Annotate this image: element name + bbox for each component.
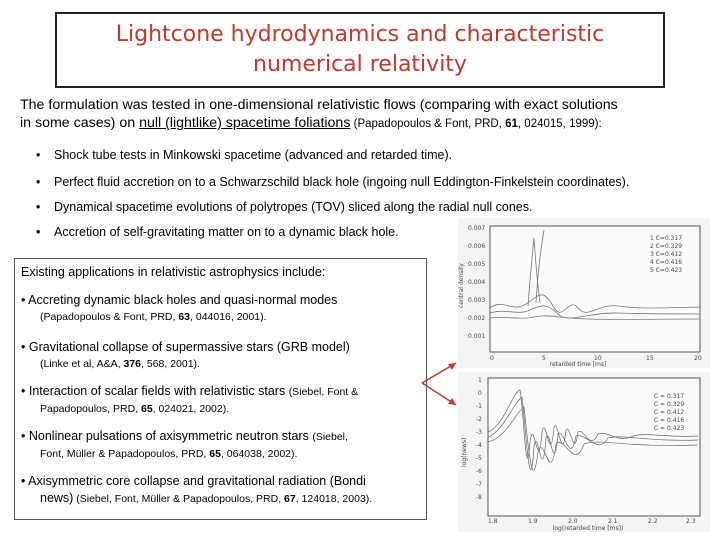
x-tick-label: 10 xyxy=(594,355,602,362)
y-tick-label: 1 xyxy=(478,377,482,384)
application-item: • Interaction of scalar fields with relativistic stars (Siebel, Font & Papadopoulos, PRD, 65, 024021, 2002). xyxy=(21,383,358,418)
legend-entry: C = 0.412 xyxy=(654,409,685,416)
y-tick-label: 0.003 xyxy=(468,297,486,304)
x-tick-label: 5 xyxy=(542,355,546,362)
bullet-dot-icon: • xyxy=(36,148,41,162)
intro-line2 xyxy=(20,114,710,133)
citation-inline: (Siebel, Font & xyxy=(288,386,359,398)
citation-post: , 024021, 2002). xyxy=(152,403,230,415)
application-citation xyxy=(21,446,348,463)
application-citation xyxy=(21,309,337,326)
x-tick-label: 20 xyxy=(694,355,702,362)
legend-entry: C = 0.423 xyxy=(654,425,685,432)
y-tick-label: -7 xyxy=(476,481,482,488)
y-tick-label: -3 xyxy=(476,429,482,436)
bullet-item xyxy=(36,225,399,239)
application-title: Nonlinear pulsations of axisymmetric neutron stars xyxy=(28,429,313,443)
bullet-text: Shock tube tests in Minkowski spacetime (advanced and retarded time). xyxy=(54,148,453,162)
legend-entry: C = 0.329 xyxy=(654,401,685,408)
null-foliations-link: null (lightlike) spacetime foliations xyxy=(139,115,351,131)
x-tick-label: 2.2 xyxy=(648,518,658,525)
citation-volume: 63 xyxy=(178,311,191,323)
applications-box xyxy=(14,258,427,520)
legend-entry: 3 C=0.412 xyxy=(650,251,683,258)
citation-post: , 044016, 2001). xyxy=(190,311,267,323)
y-tick-label: -1 xyxy=(476,403,482,410)
intro-line1: The formulation was tested in one-dimensional relativistic flows (comparing with exact solutions xyxy=(20,97,618,113)
citation-pre: (Papadopoulos & Font, PRD, xyxy=(40,311,179,323)
application-title-cont: news) xyxy=(40,491,74,505)
y-axis-label: log(news) xyxy=(461,437,468,467)
bullet-item xyxy=(36,148,452,162)
x-axis-label: log(retarded time [ms]) xyxy=(552,525,624,532)
y-axis-label: central density xyxy=(458,263,465,308)
application-item: • Accreting dynamic black holes and quasi-normal modes (Papadopoulos & Font, PRD, 63, 044016, 2001). xyxy=(21,292,337,326)
y-tick-label: 0.006 xyxy=(468,243,486,250)
y-tick-label: 0.002 xyxy=(468,315,486,322)
slide-title-line1: Lightcone hydrodynamics and characteristic xyxy=(115,22,605,47)
citation-volume: 65 xyxy=(209,448,221,460)
application-title: Gravitational collapse of supermassive stars (GRB model) xyxy=(28,340,350,354)
y-tick-label: 0.001 xyxy=(468,333,486,340)
legend-entry: C = 0.416 xyxy=(654,417,685,424)
application-citation xyxy=(21,490,372,508)
citation-pre: Font, Müller & Papadopoulos, PRD, xyxy=(40,448,210,460)
legend-entry: 1 C=0.317 xyxy=(650,235,683,242)
intro-line2-pre: in some cases) on xyxy=(20,115,140,131)
x-tick-label: 2.0 xyxy=(568,518,578,525)
bullet-item xyxy=(36,200,532,214)
legend-entry: 5 C=0.423 xyxy=(650,267,683,274)
y-tick-label: -4 xyxy=(476,442,482,449)
slide-title-line2: numerical relativity xyxy=(253,52,467,77)
bullet-dot-icon: • xyxy=(36,225,41,239)
legend-entry: C = 0.317 xyxy=(654,393,685,400)
x-tick-label: 2.1 xyxy=(608,518,618,525)
citation-pre: (Siebel, Font, Müller & Papadopoulos, PRD, xyxy=(73,493,285,505)
citation-pre: (Linke et al, A&A, xyxy=(40,358,124,370)
x-tick-label: 2.3 xyxy=(686,518,696,525)
application-item: • Axisymmetric core collapse and gravitational radiation (Bondi news) (Siebel, Font, Müller & Papadopoulos, PRD, 67, 124018, 2003). xyxy=(21,473,372,508)
x-axis-label: retarded time [ms] xyxy=(549,361,607,368)
legend-entry: 4 C=0.416 xyxy=(650,259,683,266)
intro-cite-rest: , 024015, 1999): xyxy=(517,118,602,130)
bullet-text: Accretion of self-gravitating matter on to a dynamic black hole. xyxy=(54,225,399,239)
citation-volume: 65 xyxy=(140,403,153,415)
central-density-plot xyxy=(458,218,710,368)
y-tick-label: -2 xyxy=(476,416,482,423)
applications-heading: Existing applications in relativistic astrophysics include: xyxy=(21,265,326,279)
y-tick-label: -6 xyxy=(476,468,482,475)
arrows-to-plots xyxy=(418,355,463,415)
citation-post: , 064038, 2002). xyxy=(220,448,298,460)
y-tick-label: 0.004 xyxy=(468,279,486,286)
y-tick-label: 0.005 xyxy=(468,261,486,268)
intro-cite-volume: 61 xyxy=(505,118,518,130)
y-tick-label: -5 xyxy=(476,455,482,462)
application-item: • Gravitational collapse of supermassive stars (GRB model) (Linke et al, A&A, 376, 568, 2001). xyxy=(21,339,350,373)
bullet-item xyxy=(36,175,629,189)
x-tick-label: 15 xyxy=(646,355,654,362)
application-title: Axisymmetric core collapse and gravitational radiation (Bondi xyxy=(28,474,366,488)
citation-post: , 568, 2001). xyxy=(141,358,200,370)
x-tick-label: 1.9 xyxy=(528,518,538,525)
application-title: Accreting dynamic black holes and quasi-normal modes xyxy=(28,293,338,307)
legend-entry: 2 C=0.329 xyxy=(650,243,683,250)
x-tick-label: 0 xyxy=(490,355,494,362)
intro-paragraph xyxy=(20,96,710,133)
intro-cite-pre: (Papadopoulos & Font, PRD, xyxy=(350,118,506,130)
citation-post: , 124018, 2003). xyxy=(295,493,373,505)
citation-pre: Papadopoulos, PRD, xyxy=(40,403,141,415)
application-citation xyxy=(21,356,350,373)
citation-inline: (Siebel, xyxy=(312,431,348,443)
title-box xyxy=(55,12,665,88)
application-citation xyxy=(21,401,358,418)
application-item: • Nonlinear pulsations of axisymmetric neutron stars (Siebel, Font, Müller & Papadopoulos, PRD, 65, 064038, 2002). xyxy=(21,428,348,463)
y-tick-label: 0 xyxy=(478,390,482,397)
citation-volume: 376 xyxy=(123,358,141,370)
y-tick-label: 0.007 xyxy=(468,225,486,232)
x-tick-label: 1.8 xyxy=(488,518,498,525)
log-news-plot xyxy=(458,372,710,532)
intro-citation xyxy=(350,118,601,130)
application-title: Interaction of scalar fields with relativistic stars xyxy=(28,384,289,398)
y-tick-label: -8 xyxy=(476,494,482,501)
bullet-text: Perfect fluid accretion on to a Schwarzschild black hole (ingoing null Eddington-Finkelstein coordinates). xyxy=(54,175,630,189)
bullet-text: Dynamical spacetime evolutions of polytropes (TOV) sliced along the radial null cones. xyxy=(54,200,533,214)
bullet-dot-icon: • xyxy=(36,200,41,214)
citation-volume: 67 xyxy=(284,493,296,505)
bullet-dot-icon: • xyxy=(36,175,41,189)
